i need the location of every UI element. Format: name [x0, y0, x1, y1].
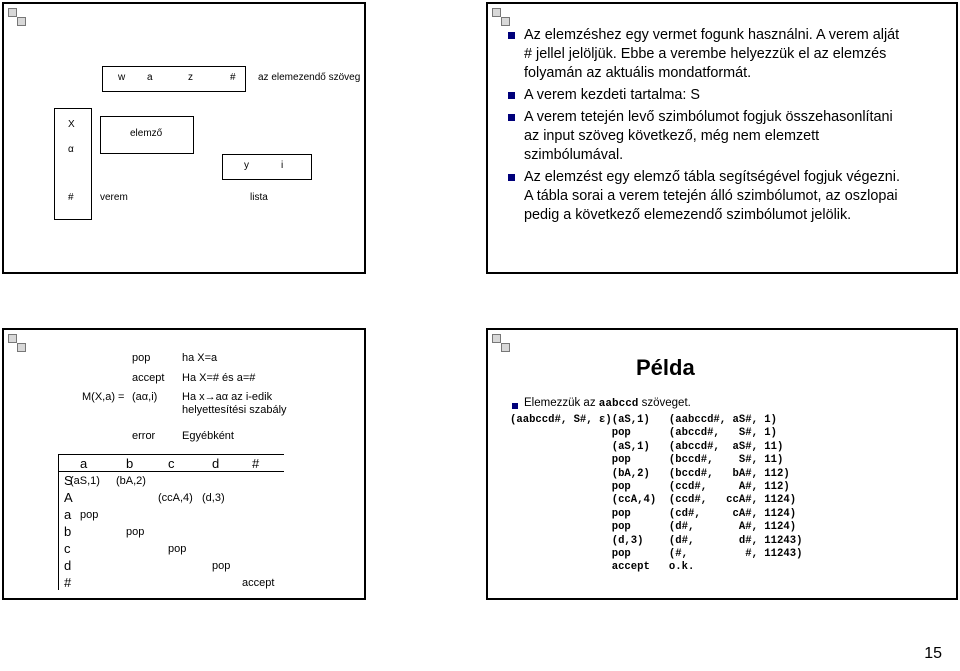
- analyzer-label: elemző: [130, 128, 163, 139]
- table-row-header: a: [64, 507, 72, 522]
- table-cell: pop: [212, 560, 231, 572]
- case-condition: ha X=a: [182, 352, 218, 364]
- trace-line: accept o.k.: [510, 561, 695, 574]
- stack-cell: #: [68, 192, 74, 203]
- bullet-item: Az elemzést egy elemző tábla segítségével fogjuk végezni. A tábla sorai a verem tetején álló szimbólumot, az oszlopai pedig a következő elemezendő szimbólumot jelölik.: [508, 168, 904, 225]
- trace-line: pop (d#, A#, 1124): [510, 521, 797, 534]
- table-row-header: b: [64, 524, 72, 539]
- stack-symbol: z: [188, 72, 193, 83]
- slide-corner-icon: [8, 8, 26, 26]
- table-col-header: a: [80, 456, 88, 471]
- definition-lhs: M(X,a) =: [82, 391, 125, 403]
- intro-word: aabccd: [598, 398, 639, 410]
- table-col-header: d: [212, 456, 220, 471]
- table-left-rule: [58, 454, 59, 590]
- slide-1: [2, 2, 366, 274]
- case-value: (aα,i): [132, 391, 158, 403]
- stack-symbol: w: [118, 72, 126, 83]
- table-cell: pop: [80, 509, 99, 521]
- bullet-icon: [512, 403, 518, 409]
- stack-cell: X: [68, 119, 75, 130]
- trace-line: (bA,2) (bccd#, bA#, 112): [510, 467, 790, 480]
- bullet-item: A verem tetején levő szimbólumot fogjuk összehasonlítani az input szöveg következő, még nem elemzett szimbólumával.: [508, 108, 904, 165]
- table-cell: (bA,2): [116, 475, 146, 487]
- bullet-list: [508, 26, 904, 228]
- trace-line: (d,3) (d#, d#, 11243): [510, 534, 803, 547]
- slide-3: [2, 328, 366, 600]
- table-cell: pop: [126, 526, 145, 538]
- table-top-rule: [58, 454, 284, 455]
- intro-prefix: Elemezzük az: [524, 397, 596, 409]
- bullet-item: A verem kezdeti tartalma: S: [508, 86, 904, 105]
- table-cell: accept: [242, 577, 275, 589]
- trace-line: pop (abccd#, S#, 1): [510, 427, 778, 440]
- slide-corner-icon: [492, 334, 510, 352]
- table-cell: (ccA,4): [158, 492, 193, 504]
- table-col-header: #: [252, 456, 260, 471]
- table-row-header: d: [64, 558, 72, 573]
- trace-line: pop (cd#, cA#, 1124): [510, 507, 797, 520]
- intro-line: [524, 397, 691, 410]
- output-symbol: y: [244, 160, 249, 171]
- case-condition: Ha x→aα az i-edik helyettesítési szabály: [182, 391, 287, 416]
- input-label: az elemezendő szöveg: [258, 72, 361, 83]
- output-symbol: i: [281, 160, 284, 171]
- table-row-header: c: [64, 541, 71, 556]
- bullet-item: Az elemzéshez egy vermet fogunk használni. A verem alját # jellel jelöljük. Ebbe a verembe helyezzük el az elemzés folyamán az aktuális mondatformát.: [508, 26, 904, 83]
- case-value: error: [132, 430, 156, 442]
- stack-cell: α: [68, 144, 74, 155]
- case-condition: Ha X=# és a=#: [182, 372, 256, 384]
- case-condition: Egyébként: [182, 430, 234, 442]
- page-number: 15: [924, 645, 942, 662]
- trace-line: pop (bccd#, S#, 11): [510, 454, 784, 467]
- output-caption: lista: [250, 192, 268, 203]
- table-cell: pop: [168, 543, 187, 555]
- trace-line: (ccA,4) (ccd#, ccA#, 1124): [510, 494, 797, 507]
- slide-corner-icon: [8, 334, 26, 352]
- trace-line: (aS,1) (abccd#, aS#, 11): [510, 440, 784, 453]
- stack-symbol: a: [147, 72, 153, 83]
- verem-label: verem: [100, 192, 128, 203]
- trace-line: pop (#, #, 11243): [510, 548, 803, 561]
- table-cell: (d,3): [202, 492, 225, 504]
- case-value: pop: [132, 352, 151, 364]
- trace-line: (aabccd#, S#, ε)(aS,1) (aabccd#, aS#, 1): [510, 414, 778, 426]
- trace-block: [510, 414, 802, 575]
- table-row-header: S: [64, 473, 73, 488]
- table-row-header: A: [64, 490, 73, 505]
- trace-line: pop (ccd#, A#, 112): [510, 481, 790, 494]
- table-col-header: b: [126, 456, 134, 471]
- slide-corner-icon: [492, 8, 510, 26]
- table-col-header: c: [168, 456, 175, 471]
- table-header-rule: [58, 471, 284, 472]
- output-box: [222, 154, 312, 180]
- table-row-header: #: [64, 575, 72, 590]
- case-value: accept: [132, 372, 165, 384]
- intro-suffix: szöveget.: [641, 397, 691, 409]
- table-cell: (aS,1): [70, 475, 100, 487]
- slide-title: Példa: [636, 355, 695, 380]
- stack-symbol: #: [230, 72, 236, 83]
